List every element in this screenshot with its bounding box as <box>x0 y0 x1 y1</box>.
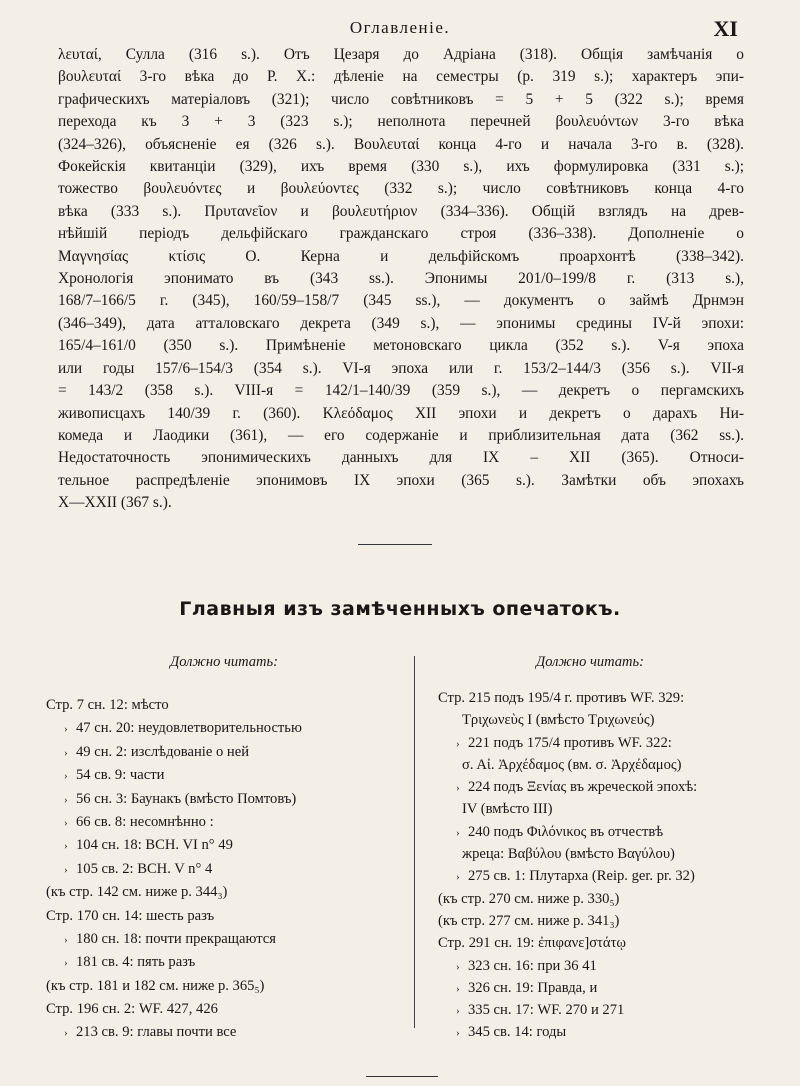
ditto-mark: › <box>456 782 460 795</box>
errata-text: 105 св. 2: BCH. V n° 4 <box>76 860 213 877</box>
errata-text: 213 св. 9: главы почти все <box>76 1024 237 1041</box>
errata-text: Τριχωνεὺς I (вмѣсто Τριχωνεύς) <box>462 712 655 729</box>
errata-text: 180 сн. 18: почти прекращаются <box>76 930 276 947</box>
errata-text: 240 подъ Φιλόνικος въ отчествѣ <box>468 823 664 840</box>
bottom-rule <box>366 1076 438 1077</box>
errata-item <box>438 1021 788 1043</box>
text-line: 168/7–166/5 г. (345), 160/59–158/7 (345 ss.), — документъ о займѣ Дрнмэн <box>58 292 744 310</box>
errata-text: 47 сн. 20: неудовлетворительностью <box>76 720 302 737</box>
errata-text: 224 подъ Ξενίας въ жреческой эпохѣ: <box>468 779 698 796</box>
ditto-mark: › <box>64 840 68 853</box>
errata-text: σ. Αἰ. Ἀρχέδαμος (вм. σ. Ἀρχέδαμος) <box>462 756 682 773</box>
text-line: 165/4–161/0 (350 s.). Примѣненіе метоновскаго цикла (352 s.). V-я эпоха <box>58 337 744 355</box>
errata-text: 181 св. 4: пять разъ <box>76 954 196 971</box>
errata-item <box>438 754 788 776</box>
errata-text: (къ стр. 277 см. ниже р. 341₃) <box>438 912 620 929</box>
ditto-mark: › <box>64 957 68 970</box>
ditto-mark: › <box>64 793 68 806</box>
text-line: вѣка (333 s.). Πρυτανεῖον и βουλευτήριον (334–336). Общій взглядъ на древ- <box>58 202 744 220</box>
errata-title: Главныя изъ замѣченныхъ опечатокъ. <box>179 598 621 620</box>
errata-item <box>438 999 788 1021</box>
text-line: Недостаточность эпонимическихъ данныхъ для IX – XII (365). Относи- <box>58 449 744 467</box>
errata-item <box>438 910 788 932</box>
text-line: комеда и Лаодики (361), — его содержаніе и приблизительная дата (362 ss.). <box>58 426 744 444</box>
errata-item <box>438 798 788 820</box>
ditto-mark: › <box>64 933 68 946</box>
text-line: перехода къ 3 + 3 (323 s.); неполнота перечней βουλευόντων 3-го вѣка <box>58 113 744 131</box>
errata-text: 221 подъ 175/4 противъ WF. 322: <box>468 734 672 751</box>
errata-text: Стр. 170 сн. 14: шесть разъ <box>46 907 215 924</box>
text-line: = 143/2 (358 s.). VIII-я = 142/1–140/39 (359 s.), — декретъ о пергамскихъ <box>58 382 744 400</box>
errata-text: 345 св. 14: годы <box>468 1024 567 1041</box>
ditto-mark: › <box>456 982 460 995</box>
errata-item <box>438 977 788 999</box>
errata-text: 49 сн. 2: изслѣдованіе о ней <box>76 743 250 760</box>
errata-text: 275 св. 1: Плутарха (Reip. ger. pr. 32) <box>468 868 695 885</box>
errata-right-heading: Должно читать: <box>536 654 644 670</box>
errata-right-column <box>438 687 788 1044</box>
errata-item <box>438 865 788 887</box>
text-line: (346–349), дата атталовскаго декрета (349 s.), — эпонимы средины IV-й эпохи: <box>58 314 744 332</box>
ditto-mark: › <box>64 1027 68 1040</box>
errata-item <box>46 881 406 904</box>
text-line: Μαγνησίας κτίσις О. Керна и дельфійскомъ проархонтѣ (338–342). <box>58 247 744 265</box>
table-of-contents-text <box>58 44 744 515</box>
errata-left-heading: Должно читать: <box>170 654 278 670</box>
ditto-mark: › <box>456 737 460 750</box>
errata-item <box>46 905 406 928</box>
errata-item <box>438 687 788 709</box>
page-header <box>0 14 800 46</box>
text-line: графическихъ матеріаловъ (321); число совѣтниковъ = 5 + 5 (322 s.); время <box>58 90 744 108</box>
errata-text: (къ стр. 270 см. ниже р. 330₅) <box>438 890 620 907</box>
errata-item <box>46 694 406 717</box>
errata-item <box>438 709 788 731</box>
errata-item <box>46 811 406 834</box>
column-divider <box>414 656 415 1028</box>
errata-item <box>46 741 406 764</box>
errata-left-column <box>46 694 406 1045</box>
page-number: XI <box>713 16 738 41</box>
errata-item <box>438 821 788 843</box>
errata-item <box>46 858 406 881</box>
errata-item <box>438 932 788 954</box>
text-line: Фокейскія квитанціи (329), ихъ время (330 s.), ихъ формулировка (331 s.); <box>58 158 744 176</box>
ditto-mark: › <box>64 746 68 759</box>
errata-item <box>438 776 788 798</box>
ditto-mark: › <box>456 960 460 973</box>
errata-text: Стр. 196 сн. 2: WF. 427, 426 <box>46 1001 218 1018</box>
errata-text: IV (вмѣсто III) <box>462 801 553 818</box>
errata-item <box>438 732 788 754</box>
errata-item <box>46 975 406 998</box>
text-line: живописцахъ 140/39 г. (360). Κλεόδαμος XII эпохи и декретъ о дарахъ Ни- <box>58 404 744 422</box>
text-line: нѣйшій періодъ дельфійскаго гражданскаго строя (336–338). Дополненіе о <box>58 225 744 243</box>
errata-item <box>46 928 406 951</box>
errata-text: жреца: Βαβύλου (вмѣсто Βαγύλου) <box>462 846 675 863</box>
errata-text: (къ стр. 181 и 182 см. ниже р. 365₅) <box>46 977 265 994</box>
text-line: βουλευταί 3-го вѣка до Р. Х.: дѣленіе на семестры (р. 319 s.); характеръ эпи- <box>58 68 744 86</box>
text-line: или годы 157/6–154/3 (354 s.). VI-я эпоха или г. 153/2–144/3 (356 s.). VII-я <box>58 359 744 377</box>
page-title: Оглавленіе. <box>349 18 451 37</box>
errata-item <box>46 951 406 974</box>
errata-text: 335 сн. 17: WF. 270 и 271 <box>468 1002 625 1019</box>
errata-item <box>438 888 788 910</box>
text-line: тельное распредѣленіе эпонимовъ IX эпохи (365 s.). Замѣтки объ эпохахъ <box>58 471 744 489</box>
errata-text: 56 сн. 3: Баунакъ (вмѣсто Помтовъ) <box>76 790 297 807</box>
errata-text: 326 сн. 19: Правда, и <box>468 979 598 996</box>
text-line: X—XXII (367 s.). <box>58 494 172 512</box>
errata-text: 54 св. 9: части <box>76 767 165 784</box>
separator-rule <box>358 544 432 545</box>
errata-item <box>46 717 406 740</box>
errata-text: 104 сн. 18: BCH. VI n° 49 <box>76 837 233 854</box>
errata-text: Стр. 291 сн. 19: ἐπιφανε]στάτῳ <box>438 935 627 952</box>
errata-text: 66 св. 8: несомнѣнно : <box>76 813 214 830</box>
errata-item <box>46 834 406 857</box>
ditto-mark: › <box>64 863 68 876</box>
ditto-mark: › <box>456 1027 460 1040</box>
ditto-mark: › <box>456 1005 460 1018</box>
text-line: λευταί, Сулла (316 s.). Отъ Цезаря до Адріана (318). Общія замѣчанія о <box>58 46 744 63</box>
ditto-mark: › <box>64 770 68 783</box>
text-line: тожество βουλευόντες и βουλεύοντες (332 s.); число совѣтниковъ конца 4-го <box>58 180 744 198</box>
ditto-mark: › <box>64 816 68 829</box>
text-line: (324–326), объясненіе ея (326 s.). Βουλευταί конца 4-го и начала 3-го в. (328). <box>58 135 744 153</box>
ditto-mark: › <box>456 826 460 839</box>
errata-item <box>46 788 406 811</box>
errata-text: Стр. 7 сн. 12: мѣсто <box>46 697 169 713</box>
errata-item <box>46 998 406 1021</box>
errata-item <box>438 955 788 977</box>
text-line: Хронологія эпонимато въ (343 ss.). Эпонимы 201/0–199/8 г. (313 s.), <box>58 270 744 288</box>
errata-item <box>438 843 788 865</box>
errata-text: (къ стр. 142 см. ниже р. 344₃) <box>46 884 228 901</box>
errata-item <box>46 764 406 787</box>
errata-text: 323 сн. 16: при 36 41 <box>468 957 597 974</box>
ditto-mark: › <box>64 723 68 736</box>
errata-text: Стр. 215 подъ 195/4 г. противъ WF. 329: <box>438 690 685 706</box>
ditto-mark: › <box>456 871 460 884</box>
errata-item <box>46 1021 406 1044</box>
